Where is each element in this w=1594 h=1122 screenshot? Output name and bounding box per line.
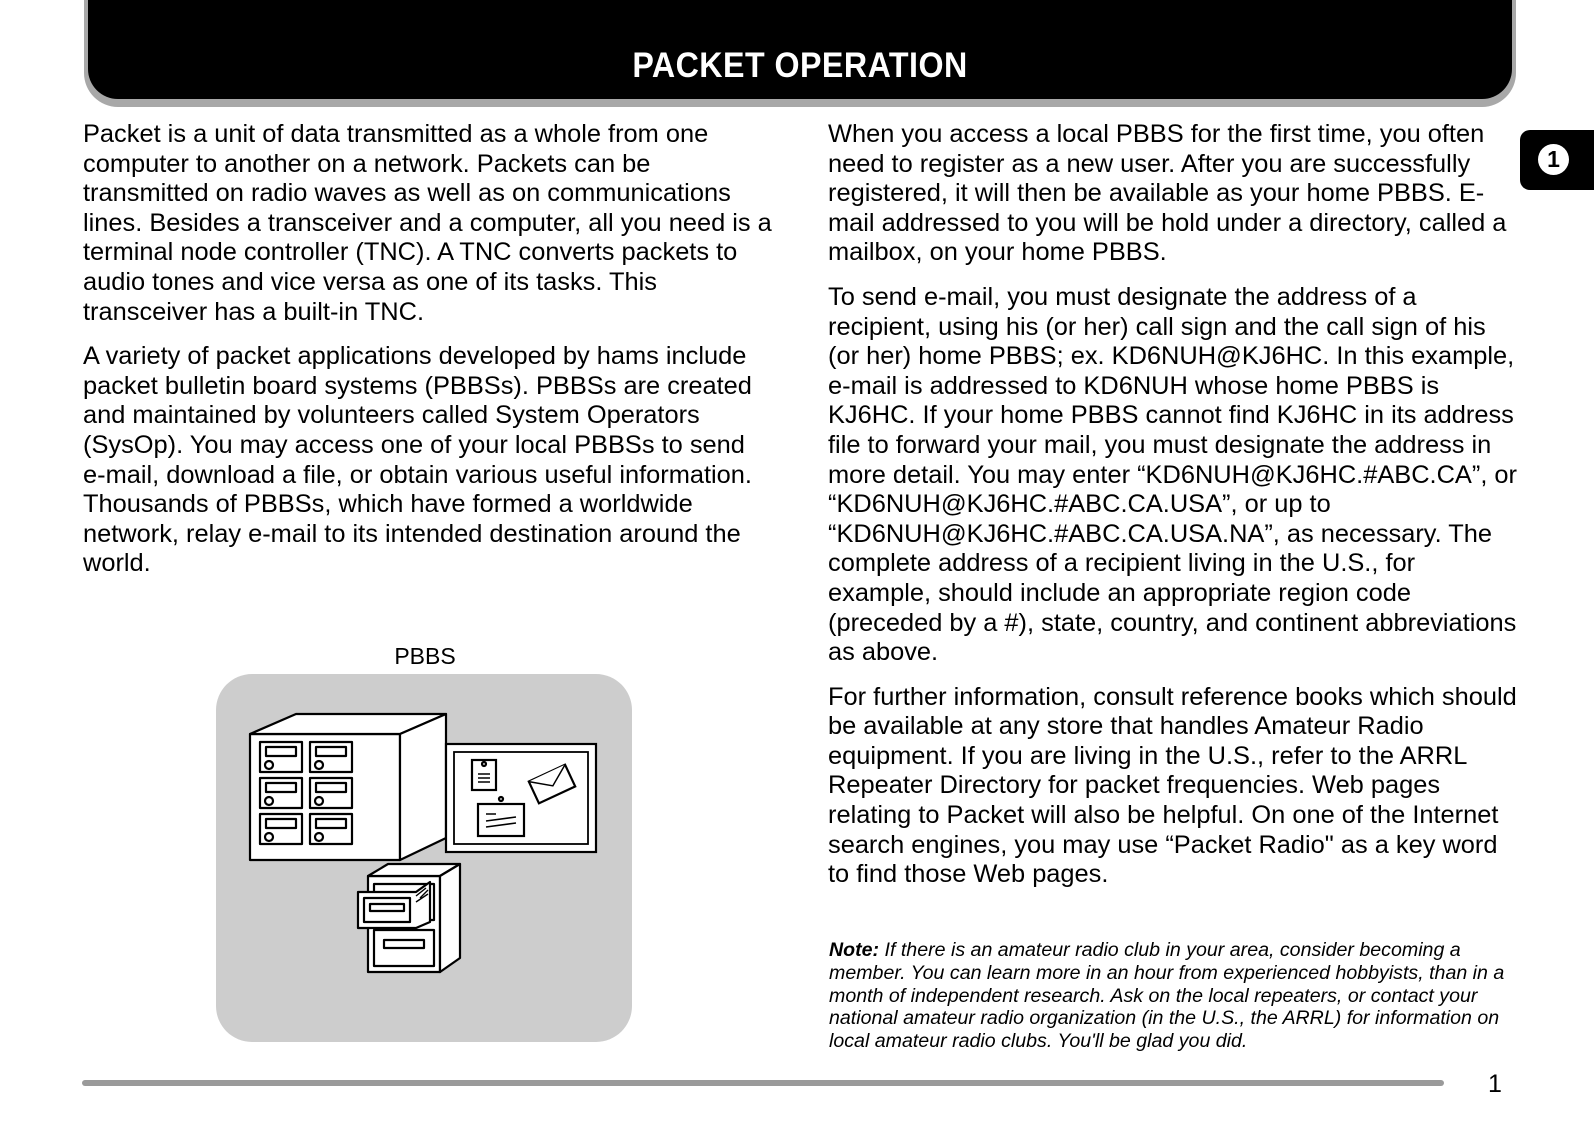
paragraph-packet-definition: Packet is a unit of data transmitted as a whole from one computer to another on a network. Packets can be transmitted on radio waves as well as on communications lines. Besides a transceiver and a computer, all you need is a terminal node controller (TNC). A TNC converts packets to audio tones and vice versa as one of its tasks. This transceiver has a built-in TNC. bbox=[83, 120, 772, 326]
paragraph-pbbs-intro: A variety of packet applications developed by hams include packet bulletin board systems (PBBSs). PBBSs are created and maintained by volunteers called System Operators (SysOp). You may access one of your local PBBSs to send e-mail, download a file, or obtain various useful information. Thousands of PBBSs, which have formed a worldwide network, relay e-mail to its intended destination around the world. bbox=[83, 342, 752, 578]
illustration-label: PBBS bbox=[394, 643, 456, 669]
left-column bbox=[83, 120, 773, 594]
page-number: 1 bbox=[1488, 1070, 1502, 1098]
note-box bbox=[829, 939, 1529, 1053]
note-label: Note: bbox=[829, 939, 880, 961]
pbbs-illustration bbox=[216, 674, 632, 1042]
note-text: If there is an amateur radio club in your area, consider becoming a member. You can learn more in an hour from experienced hobbyists, than in a month of independent research. Ask on the local repeaters, or contact your national amateur radio organization (in the U.S., the ARRL) for information on local amateur radio clubs. You'll be glad you did. bbox=[829, 939, 1505, 1053]
file-cabinet-icon bbox=[358, 864, 460, 972]
right-column bbox=[828, 120, 1518, 905]
page-title: PACKET OPERATION bbox=[632, 46, 968, 85]
chapter-tab bbox=[1520, 130, 1594, 190]
footer-rule bbox=[82, 1080, 1444, 1086]
paragraph-email-addressing: To send e-mail, you must designate the address of a recipient, using his (or her) call sign and the call sign of his (or her) home PBBS; ex. KD6NUH@KJ6HC. In this example, e-mail is addressed to KD6NUH whose home PBBS is KJ6HC. If your home PBBS cannot find KJ6HC in its address file to forward your mail, you must designate the address in more detail. You may enter “KD6NUH@KJ6HC.#ABC.CA”, or “KD6NUH@KJ6HC.#ABC.CA.USA”, or up to “KD6NUH@KJ6HC.#ABC.CA.USA.NA”, as necessary. The complete address of a recipient living in the U.S., for example, should include an appropriate region code (preceded by a #), state, country, and continent abbreviations as above. bbox=[828, 282, 1518, 667]
page-header bbox=[88, 0, 1512, 99]
chapter-number-badge: 1 bbox=[1538, 144, 1569, 175]
mailbox-cabinet-icon bbox=[250, 714, 446, 860]
paragraph-pbbs-registration: When you access a local PBBS for the first time, you often need to register as a new user. After you are successfully registered, it will then be available as your home PBBS. E-mail addressed to you will be hold under a directory, called a mailbox, on your home PBBS. bbox=[828, 120, 1507, 267]
paragraph-further-info: For further information, consult reference books which should be available at any store that handles Amateur Radio equipment. If you are living in the U.S., refer to the ARRL Repeater Directory for packet frequencies. Web pages relating to Packet will also be helpful. On one of the Internet search engines, you may use “Packet Radio" as a key word to find those Web pages. bbox=[828, 682, 1517, 889]
bulletin-board-icon bbox=[446, 744, 596, 852]
